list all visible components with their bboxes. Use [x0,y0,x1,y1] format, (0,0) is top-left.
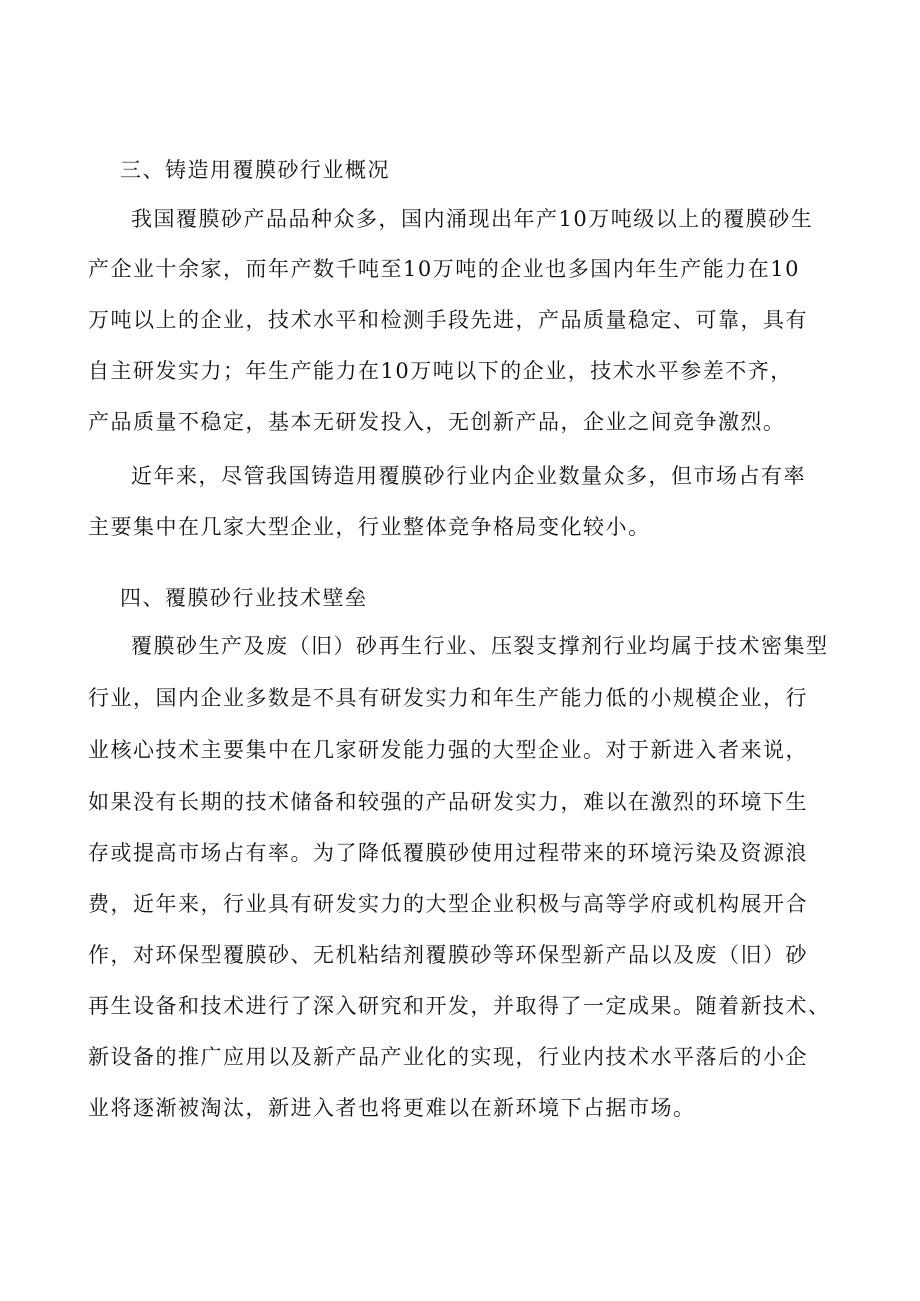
paragraph-line: 行业，国内企业多数是不具有研发实力和年生产能力低的小规模企业，行 [88,686,808,710]
paragraph-line: 主要集中在几家大型企业，行业整体竞争格局变化较小。 [88,515,651,539]
section-heading-3: 三、铸造用覆膜砂行业概况 [120,158,390,182]
paragraph-line: 业核心技术主要集中在几家研发能力强的大型企业。对于新进入者来说， [88,738,808,762]
paragraph-line: 存或提高市场占有率。为了降低覆膜砂使用过程带来的环境污染及资源浪 [88,841,808,865]
paragraph-line: 万吨以上的企业，技术水平和检测手段先进，产品质量稳定、可靠，具有 [88,308,808,332]
section-heading-4: 四、覆膜砂行业技术壁垒 [120,586,368,610]
paragraph-line: 我国覆膜砂产品品种众多，国内涌现出年产10万吨级以上的覆膜砂生 [131,207,814,231]
paragraph-line: 自主研发实力；年生产能力在10万吨以下的企业，技术水平参差不齐， [88,359,793,383]
paragraph-line: 再生设备和技术进行了深入研究和开发，并取得了一定成果。随着新技术、 [88,994,831,1018]
paragraph-line: 如果没有长期的技术储备和较强的产品研发实力，难以在激烈的环境下生 [88,790,808,814]
paragraph-line: 费，近年来，行业具有研发实力的大型企业积极与高等学府或机构展开合 [88,892,808,916]
paragraph-line: 业将逐渐被淘汰，新进入者也将更难以在新环境下占据市场。 [88,1096,696,1120]
paragraph-line: 产企业十余家，而年产数千吨至10万吨的企业也多国内年生产能力在10 [88,257,800,281]
paragraph-line: 覆膜砂生产及废（旧）砂再生行业、压裂支撑剂行业均属于技术密集型 [131,634,829,658]
paragraph-line: 新设备的推广应用以及新产品产业化的实现，行业内技术水平落后的小企 [88,1045,808,1069]
paragraph-line: 近年来，尽管我国铸造用覆膜砂行业内企业数量众多，但市场占有率 [131,464,806,488]
paragraph-line: 作，对环保型覆膜砂、无机粘结剂覆膜砂等环保型新产品以及废（旧）砂 [88,943,808,967]
paragraph-line: 产品质量不稳定，基本无研发投入，无创新产品，企业之间竞争激烈。 [88,410,786,434]
